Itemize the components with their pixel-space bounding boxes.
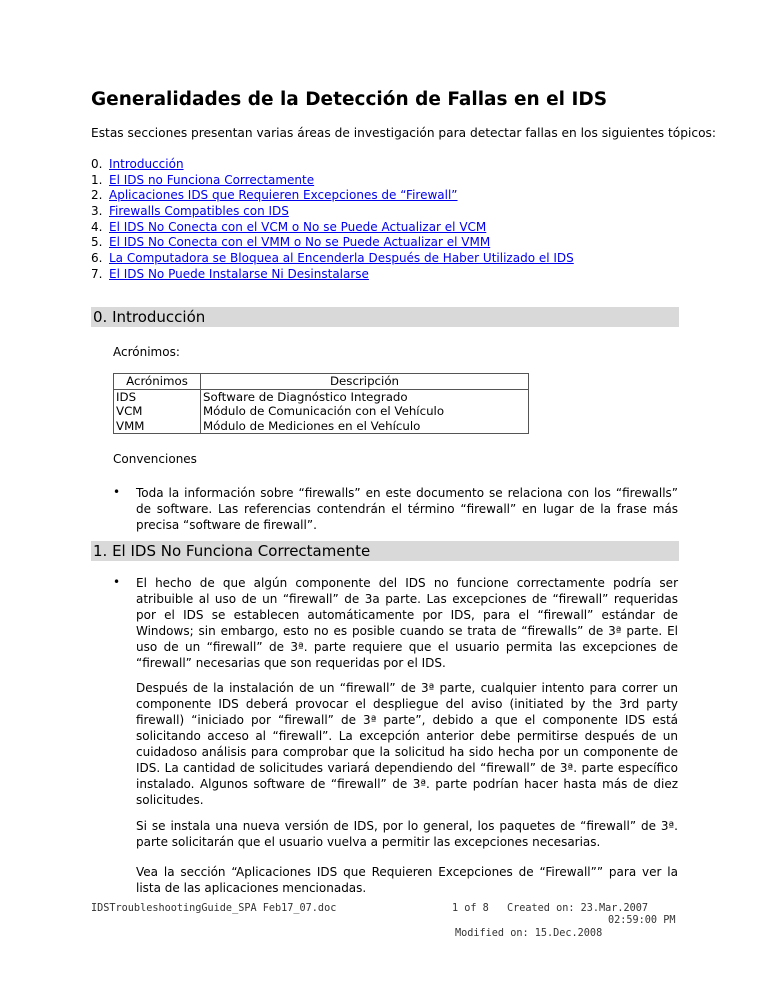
column-header: Acrónimos [114, 374, 201, 390]
body-paragraph: Después de la instalación de un “firewall” de 3ª parte, cualquier intento para correr un componente IDS deberá provocar el despliegue del aviso (initiated by the 3rd party firewall) “iniciado por “firewall” de 3ª parte”, debido a que el componente IDS está solicitando acceso al “firewall”. La excepción anterior debe permitirse después de un cuidadoso análisis para comprobar que la solicitud ha sido hecha por un componente de IDS. La cantidad de solicitudes variará dependiendo del “firewall” de 3ª. parte específico instalado. Algunos software de “firewall” de 3ª. parte podrían hacer hasta más de diez solicitudes. [136, 681, 678, 807]
footer-created: Created on: 23.Mar.2007 [507, 903, 649, 914]
toc-link-aplicaciones-firewall[interactable]: Aplicaciones IDS que Requieren Excepciones de “Firewall” [109, 188, 458, 203]
body-paragraph: Si se instala una nueva versión de IDS, por lo general, los paquetes de “firewall” de 3ª. parte solicitarán que el usuario vuelva a permitir las excepciones necesarias. [136, 819, 678, 849]
section-heading-ids-no-funciona: 1. El IDS No Funciona Correctamente [91, 541, 679, 561]
toc-item: 4. El IDS No Conecta con el VCM o No se Puede Actualizar el VCM [91, 219, 487, 234]
toc-item: 5. El IDS No Conecta con el VMM o No se Puede Actualizar el VMM [91, 235, 491, 250]
section-heading-introduccion: 0. Introducción [91, 307, 679, 327]
column-header: Descripción [201, 374, 529, 390]
table-header-row [114, 374, 529, 390]
toc-link-introduccion[interactable]: Introducción [109, 157, 184, 171]
intro-text: Estas secciones presentan varias áreas de investigación para detectar fallas en los siguientes tópicos: [91, 126, 716, 140]
body-paragraph: El hecho de que algún componente del IDS no funcione correctamente podría ser atribuible al uso de un “firewall” de 3a parte. Las excepciones de “firewall” requeridas por el IDS se establecen automáticamente por IDS, para el “firewall” estándar de Windows; sin embargo, esto no es posible cuando se trata de “firewalls” de 3ª parte. El uso de un “firewall” de 3ª. parte requiere que el usuario permita las excepciones de “firewall” necesarias que son requeridas por el IDS. [136, 576, 678, 670]
toc-item: 3. Firewalls Compatibles con IDS [91, 204, 289, 219]
toc-link-vcm[interactable]: El IDS No Conecta con el VCM o No se Puede Actualizar el VCM [109, 219, 487, 234]
table-of-contents [91, 157, 574, 283]
table-row [114, 404, 529, 419]
table-cell: Módulo de Comunicación con el Vehículo [201, 404, 529, 419]
footer-created-time: 02:59:00 PM [608, 915, 676, 926]
table-cell: Módulo de Mediciones en el Vehículo [201, 419, 529, 434]
toc-item: 1. El IDS no Funciona Correctamente [91, 172, 315, 187]
table-cell: VMM [114, 419, 201, 434]
toc-item: 7. El IDS No Puede Instalarse Ni Desinstalarse [91, 266, 369, 281]
conventions-paragraph: Toda la información sobre “firewalls” en este documento se relaciona con los “firewalls” de software. Las referencias contendrán el término “firewall” en lugar de la frase más precisa “software de firewall”. [136, 486, 678, 532]
table-cell: IDS [114, 389, 201, 404]
acronyms-table [113, 373, 529, 434]
footer-modified: Modified on: 15.Dec.2008 [455, 928, 603, 939]
footer-filename: IDSTroubleshootingGuide_SPA Feb17_07.doc [91, 903, 337, 914]
toc-link-vmm[interactable]: El IDS No Conecta con el VMM o No se Puede Actualizar el VMM [109, 235, 491, 250]
table-cell: Software de Diagnóstico Integrado [201, 389, 529, 404]
toc-item: 0. Introducción [91, 157, 184, 171]
body-paragraph: Vea la sección “Aplicaciones IDS que Requieren Excepciones de “Firewall”” para ver la lista de las aplicaciones mencionadas. [136, 865, 678, 895]
bullet-glyph: • [113, 485, 121, 499]
toc-link-firewalls-compatibles[interactable]: Firewalls Compatibles con IDS [109, 204, 289, 219]
toc-link-computadora-bloquea[interactable]: La Computadora se Bloquea al Encenderla Después de Haber Utilizado el IDS [109, 251, 574, 266]
acronyms-label: Acrónimos: [113, 345, 180, 359]
toc-item: 2. Aplicaciones IDS que Requieren Excepciones de “Firewall” [91, 188, 458, 203]
toc-link-ids-no-funciona[interactable]: El IDS no Funciona Correctamente [109, 172, 315, 187]
table-cell: VCM [114, 404, 201, 419]
footer-page-number: 1 of 8 [452, 903, 489, 914]
bullet-glyph: • [113, 575, 121, 589]
toc-item: 6. La Computadora se Bloquea al Encenderla Después de Haber Utilizado el IDS [91, 251, 574, 266]
toc-link-instalar-desinstalar[interactable]: El IDS No Puede Instalarse Ni Desinstalarse [109, 266, 369, 281]
table-row [114, 419, 529, 434]
document-title: Generalidades de la Detección de Fallas en el IDS [91, 89, 608, 110]
conventions-label: Convenciones [113, 452, 197, 466]
table-row [114, 389, 529, 404]
